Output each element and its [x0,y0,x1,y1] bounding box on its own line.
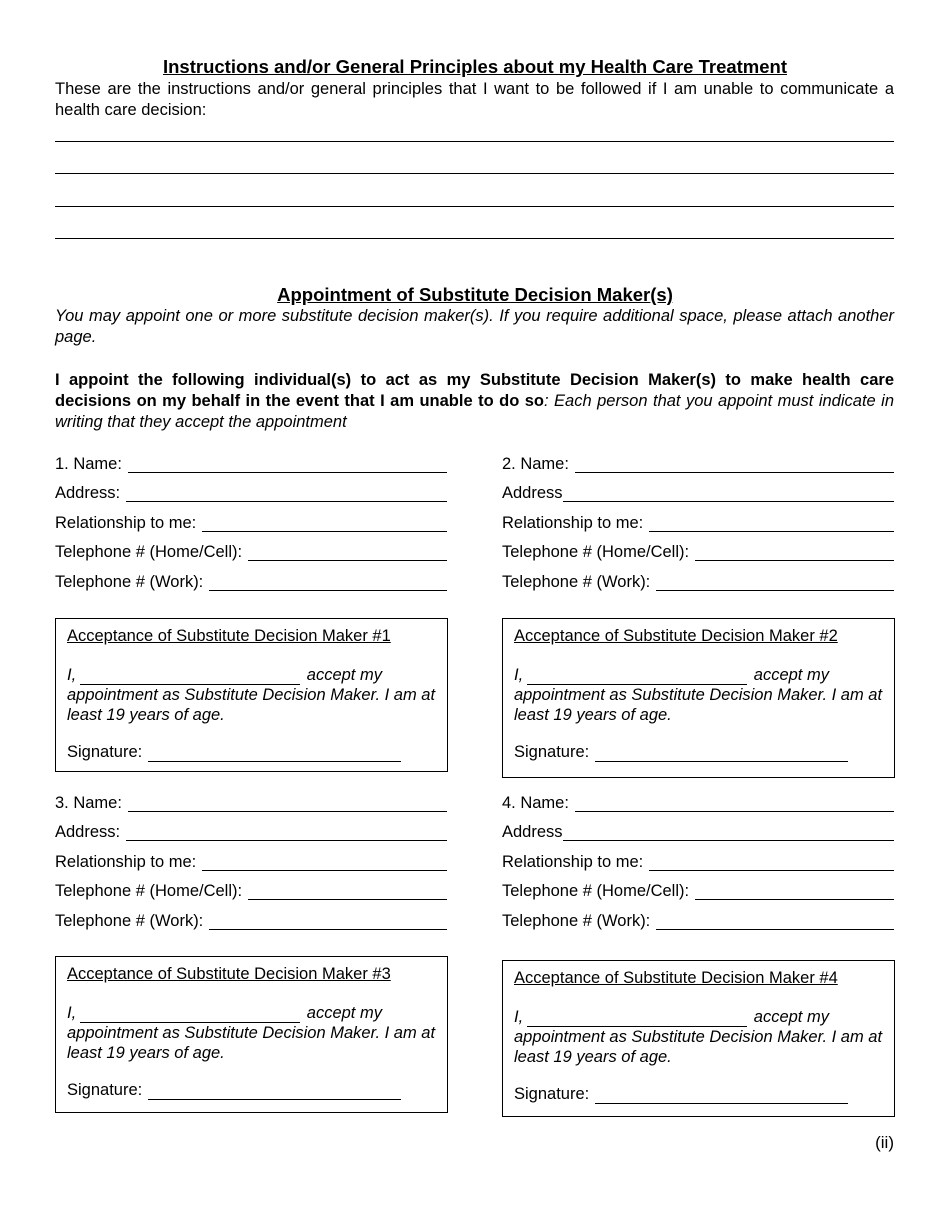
instructions-line-3[interactable] [55,206,894,207]
maker-2-phone-home-field[interactable] [502,541,894,561]
maker-4-address-label: Address [502,823,563,841]
appointment-statement-bold: I appoint the following individual(s) to act as my Substitute Decision Maker(s) to make health care decisions on my behalf in the event that I am unable to do so [55,371,894,410]
maker-3-relationship-input[interactable] [202,852,447,871]
maker-4-name-input[interactable] [575,793,894,812]
instructions-intro: These are the instructions and/or general principles that I want to be followed if I am unable to communicate a health care decision: [55,80,894,119]
maker-1-phone-home-field[interactable] [55,541,447,561]
maker-2-name-input[interactable] [575,454,894,473]
maker-1-name-field[interactable] [55,453,447,473]
acceptance-2-signature[interactable] [514,743,848,762]
acceptance-3-signature-label: Signature: [67,1081,143,1099]
acceptance-4-name-input[interactable] [527,1010,747,1027]
maker-4-relationship-field[interactable] [502,851,894,871]
maker-1-address-input[interactable] [126,483,447,502]
maker-4-address-field[interactable] [502,821,894,841]
acceptance-1-signature-input[interactable] [148,743,401,762]
maker-1-address-field[interactable] [55,482,447,502]
maker-2-name-field[interactable] [502,453,894,473]
acceptance-2-i: I, [514,666,524,684]
acceptance-1-name-input[interactable] [80,668,300,685]
maker-1-phone-home-input[interactable] [248,542,447,561]
maker-3-phone-work-field[interactable] [55,910,447,930]
maker-3-relationship-field[interactable] [55,851,447,871]
appointment-statement [55,370,894,433]
maker-4-phone-work-label: Telephone # (Work): [502,912,651,930]
maker-3-phone-home-label: Telephone # (Home/Cell): [55,882,243,900]
instructions-heading: Instructions and/or General Principles about my Health Care Treatment [162,56,788,77]
maker-1-phone-work-label: Telephone # (Work): [55,573,204,591]
maker-4-phone-home-label: Telephone # (Home/Cell): [502,882,690,900]
maker-2-relationship-field[interactable] [502,512,894,532]
acceptance-1-text [67,665,437,725]
appointment-heading: Appointment of Substitute Decision Maker(s) [277,284,673,305]
acceptance-4-signature[interactable] [514,1085,848,1104]
maker-1-name-input[interactable] [128,454,447,473]
acceptance-box-4 [502,960,895,1117]
maker-2-name-label: 2. Name: [502,455,569,473]
maker-3-name-input[interactable] [128,793,447,812]
maker-1-phone-work-field[interactable] [55,571,447,591]
maker-2-relationship-input[interactable] [649,513,894,532]
acceptance-4-signature-label: Signature: [514,1085,590,1103]
acceptance-2-signature-input[interactable] [595,743,848,762]
maker-1-phone-work-input[interactable] [209,572,447,591]
maker-2-phone-work-field[interactable] [502,571,894,591]
maker-2-phone-home-input[interactable] [695,542,894,561]
maker-4-phone-home-input[interactable] [695,881,894,900]
maker-2-phone-home-label: Telephone # (Home/Cell): [502,543,690,561]
acceptance-2-text [514,665,884,725]
acceptance-3-title: Acceptance of Substitute Decision Maker #3 [67,965,391,983]
maker-4-relationship-label: Relationship to me: [502,853,644,871]
acceptance-4-signature-input[interactable] [595,1085,848,1104]
acceptance-3-signature[interactable] [67,1081,401,1100]
acceptance-2-title: Acceptance of Substitute Decision Maker #2 [514,627,838,645]
instructions-line-2[interactable] [55,173,894,174]
maker-4-address-input[interactable] [563,822,894,841]
maker-1-relationship-label: Relationship to me: [55,514,197,532]
acceptance-2-text2: appointment as Substitute Decision Maker. I am at least 19 years of age. [514,686,883,724]
acceptance-3-name-input[interactable] [80,1006,300,1023]
acceptance-1-signature[interactable] [67,743,401,762]
acceptance-3-i: I, [67,1004,77,1022]
maker-4-name-label: 4. Name: [502,794,569,812]
maker-3-phone-work-input[interactable] [209,911,447,930]
acceptance-3-text1: accept my [306,1004,382,1022]
acceptance-2-text1: accept my [753,666,829,684]
acceptance-1-text1: accept my [306,666,382,684]
maker-1-phone-home-label: Telephone # (Home/Cell): [55,543,243,561]
maker-2-address-input[interactable] [563,483,894,502]
appointment-note: You may appoint one or more substitute decision maker(s). If you require additional space, please attach another page. [55,307,894,346]
maker-1-name-label: 1. Name: [55,455,122,473]
acceptance-3-signature-input[interactable] [148,1081,401,1100]
instructions-line-4[interactable] [55,238,894,239]
maker-4-phone-home-field[interactable] [502,880,894,900]
maker-3-phone-home-input[interactable] [248,881,447,900]
maker-3-phone-home-field[interactable] [55,880,447,900]
acceptance-1-text2: appointment as Substitute Decision Maker. I am at least 19 years of age. [67,686,436,724]
acceptance-box-3 [55,956,448,1113]
maker-2-address-field[interactable] [502,482,894,502]
acceptance-4-text [514,1007,884,1067]
acceptance-1-i: I, [67,666,77,684]
maker-3-name-label: 3. Name: [55,794,122,812]
maker-3-address-label: Address: [55,823,121,841]
maker-3-name-field[interactable] [55,792,447,812]
acceptance-box-1 [55,618,448,772]
maker-2-phone-work-input[interactable] [656,572,894,591]
appointment-statement-italic: : Each person that you appoint must indicate in writing that they accept the appointment [55,392,894,431]
maker-4-phone-work-input[interactable] [656,911,894,930]
acceptance-1-signature-label: Signature: [67,743,143,761]
maker-1-relationship-input[interactable] [202,513,447,532]
maker-4-relationship-input[interactable] [649,852,894,871]
maker-3-relationship-label: Relationship to me: [55,853,197,871]
acceptance-2-signature-label: Signature: [514,743,590,761]
maker-1-address-label: Address: [55,484,121,502]
page-number: (ii) [875,1133,894,1152]
maker-3-address-field[interactable] [55,821,447,841]
acceptance-3-text [67,1003,437,1063]
acceptance-2-name-input[interactable] [527,668,747,685]
acceptance-4-i: I, [514,1008,524,1026]
acceptance-4-text1: accept my [753,1008,829,1026]
acceptance-4-text2: appointment as Substitute Decision Maker. I am at least 19 years of age. [514,1028,883,1066]
maker-2-phone-work-label: Telephone # (Work): [502,573,651,591]
acceptance-3-text2: appointment as Substitute Decision Maker. I am at least 19 years of age. [67,1024,436,1062]
maker-1-relationship-field[interactable] [55,512,447,532]
maker-4-phone-work-field[interactable] [502,910,894,930]
maker-2-address-label: Address [502,484,563,502]
acceptance-box-2 [502,618,895,778]
instructions-line-1[interactable] [55,141,894,142]
maker-3-phone-work-label: Telephone # (Work): [55,912,204,930]
acceptance-1-title: Acceptance of Substitute Decision Maker #1 [67,627,391,645]
maker-4-name-field[interactable] [502,792,894,812]
maker-3-address-input[interactable] [126,822,447,841]
acceptance-4-title: Acceptance of Substitute Decision Maker #4 [514,969,838,987]
maker-2-relationship-label: Relationship to me: [502,514,644,532]
